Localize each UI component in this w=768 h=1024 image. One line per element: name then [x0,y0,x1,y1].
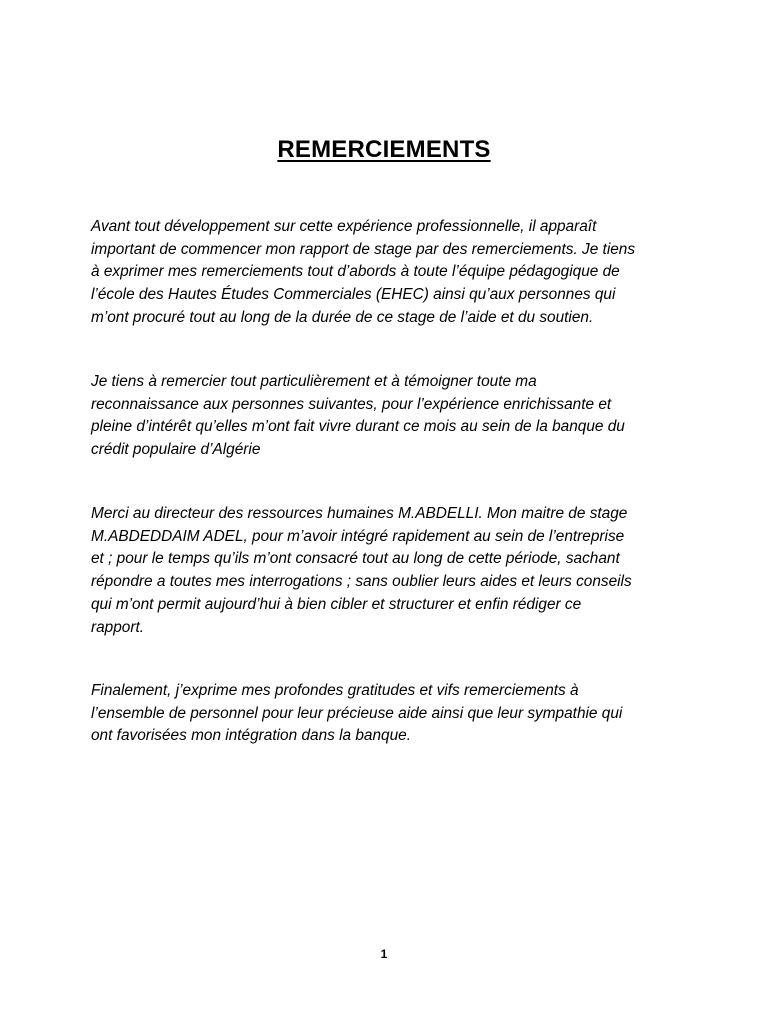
text-line: l’école des Hautes Études Commerciales (EHEC) ainsi qu’aux personnes qui [91,286,616,304]
page-title: REMERCIEMENTS [277,136,491,163]
paragraph-intro [91,216,691,330]
text-line: M.ABDEDDAIM ADEL, pour m’avoir intégré rapidement au sein de l’entreprise [91,527,625,545]
text-line: rapport. [91,618,145,636]
text-line: qui m’ont permit aujourd’hui à bien cibler et structurer et enfin rédiger ce [91,595,582,613]
text-line: et ; pour le temps qu’ils m’ont consacré tout au long de cette période, sachant [91,550,620,568]
paragraph-finalement [91,680,691,748]
text-line: m’ont procuré tout au long de la durée de ce stage de l’aide et du soutien. [91,308,594,326]
paragraph-merci [91,503,691,639]
text-line: crédit populaire d’Algérie [91,441,261,459]
text-line: Finalement, j’exprime mes profondes gratitudes et vifs remerciements à [91,682,579,699]
text-line: répondre a toutes mes interrogations ; sans oublier leurs aides et leurs conseils [91,573,632,591]
text-line: l’ensemble de personnel pour leur précieuse aide ainsi que leur sympathie qui [91,704,623,722]
text-line: Je tiens à remercier tout particulièrement et à témoigner toute ma [91,373,537,390]
text-line: important de commencer mon rapport de stage par des remerciements. Je tiens [91,240,636,258]
text-line: ont favorisées mon intégration dans la banque. [91,727,411,745]
text-line: Avant tout développement sur cette expérience professionnelle, il apparaît [91,218,597,235]
text-line: Merci au directeur des ressources humaines M.ABDELLI. Mon maitre de stage [91,505,628,522]
text-line: pleine d’intérêt qu’elles m’ont fait vivre durant ce mois au sein de la banque du [91,418,625,436]
text-line: reconnaissance aux personnes suivantes, pour l’expérience enrichissante et [91,395,612,413]
paragraph-thanks [91,371,691,462]
page-number: 1 [380,947,388,961]
text-line: à exprimer mes remerciements tout d’abords à toute l’équipe pédagogique de [91,263,620,281]
